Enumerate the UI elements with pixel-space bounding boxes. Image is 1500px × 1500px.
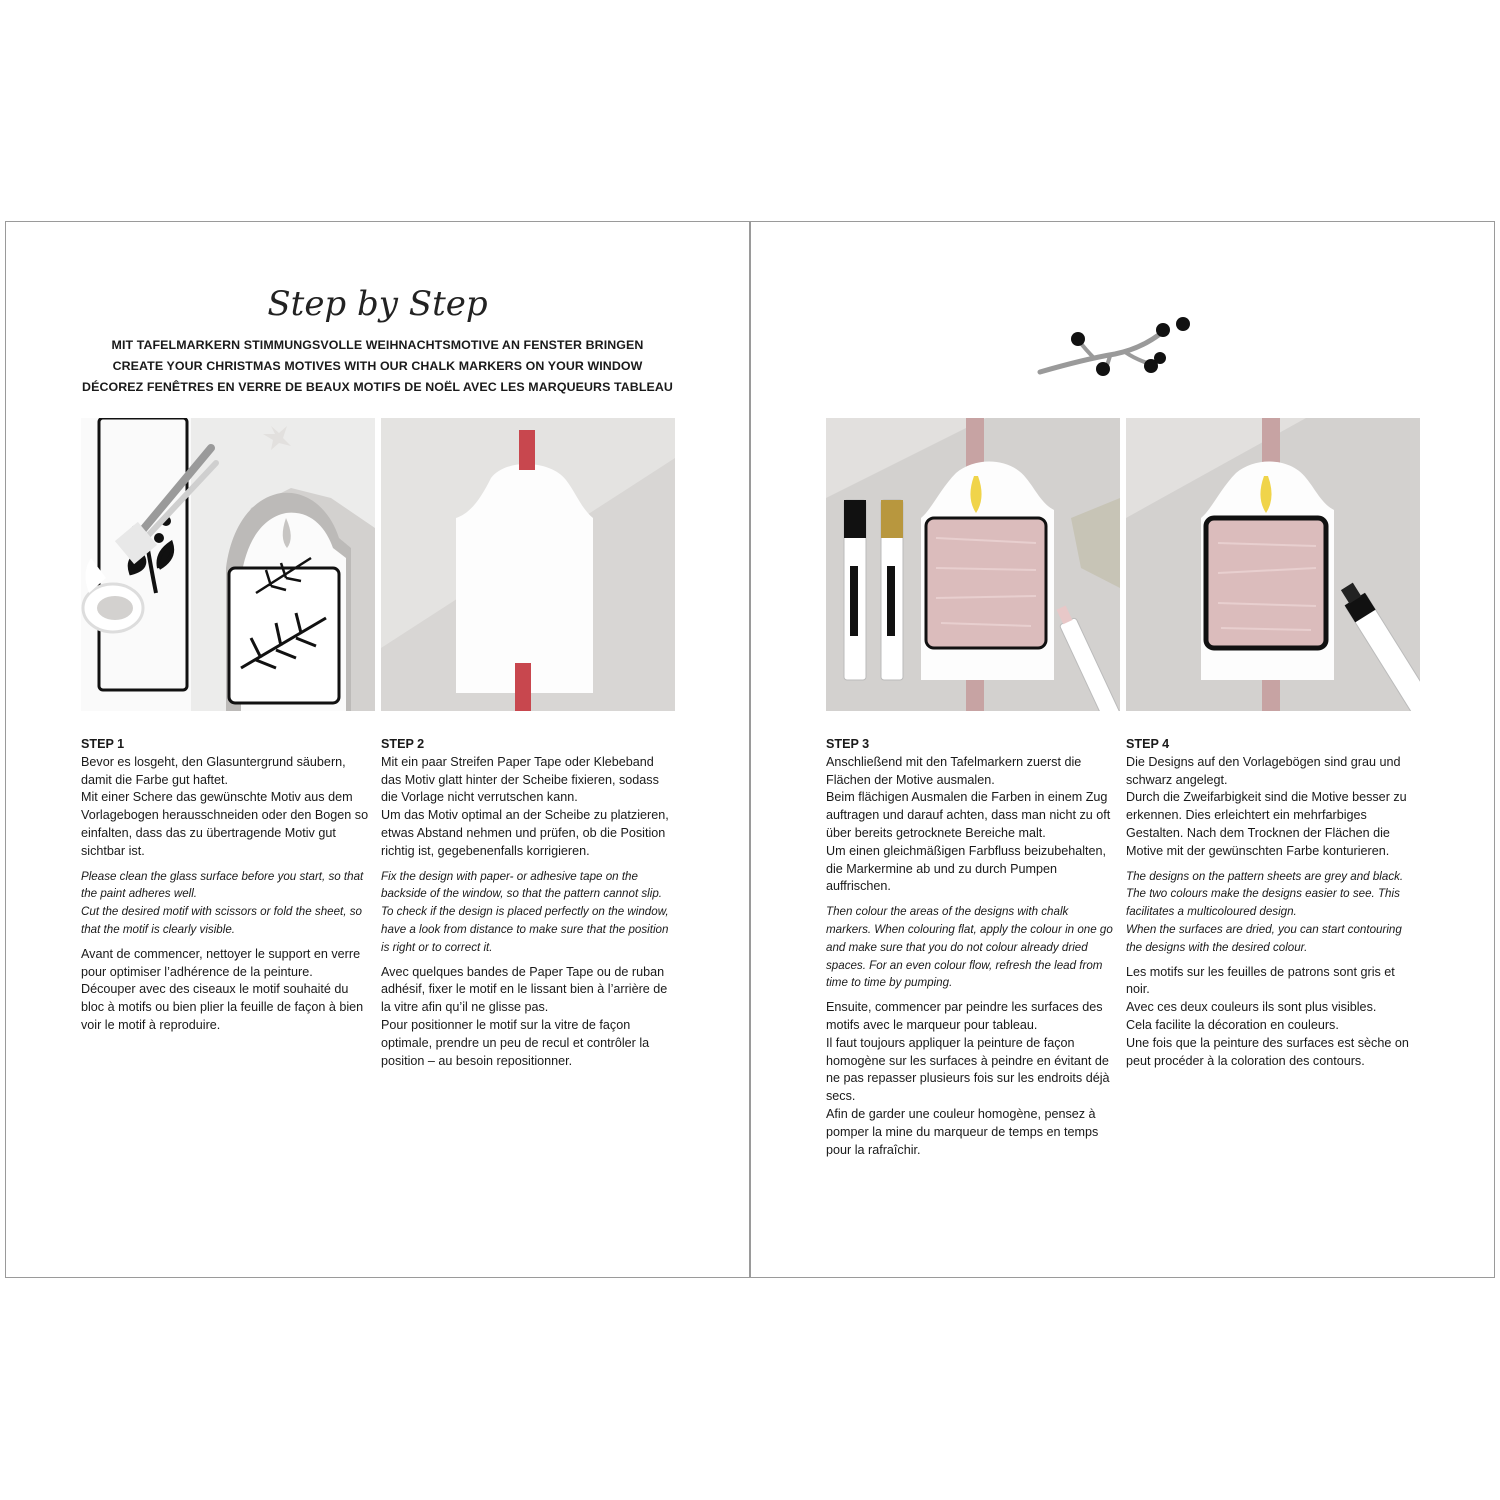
step1-text: [81, 736, 371, 1035]
subtitle-french: DÉCOREZ FENÊTRES EN VERRE DE BEAUX MOTIFS DE NOËL AVEC LES MARQUEURS TABLEAU: [82, 380, 673, 394]
step3-text: [826, 736, 1116, 1159]
step2-english: Fix the design with paper- or adhesive tape on the backside of the window, so that the pattern cannot slip. To check if the design is placed perfectly on the window, have a look from distance to make sure that the position is right or to correct it.: [381, 869, 669, 954]
page-title: Step by Step: [267, 284, 488, 324]
step3-german: Anschließend mit den Tafelmarkern zuerst die Flächen der Motive ausmalen. Beim flächigen Ausmalen die Farben in einem Zug auftragen und darauf achten, dass man nicht zu oft über bereits getrocknete Bereiche malt. Um einen gleichmäßigen Farbfluss beizubehalten, die Markermine ab und zu durch Pumpen auffrischen.: [826, 754, 1111, 894]
booklet-spread: [5, 221, 1495, 1278]
step1-heading: STEP 1: [81, 737, 125, 751]
step4-text: [1126, 736, 1416, 1070]
step4-french: Les motifs sur les feuilles de patrons sont gris et noir. Avec ces deux couleurs ils sont plus visibles. Cela facilite la décoration en couleurs. Une fois que la peinture des surfaces est sèche on peut procéder à la coloration des contours.: [1126, 964, 1409, 1068]
step2-french: Avec quelques bandes de Paper Tape ou de ruban adhésif, fixer le motif en le lissant bien à l’arrière de la vitre afin qu’il ne glisse pas. Pour positionner le motif sur la vitre de façon optimale, prendre un peu de recul et contrôler la position – au besoin repositionner.: [381, 964, 668, 1068]
step1-photo: [81, 418, 375, 711]
berry-branch-icon: [1035, 314, 1195, 379]
step1-english: Please clean the glass surface before you start, so that the paint adheres well. Cut the desired motif with scissors or fold the sheet, so that the motif is clearly visible.: [81, 869, 364, 936]
step2-text: [381, 736, 671, 1070]
step3-french: Ensuite, commencer par peindre les surfaces des motifs avec le marqueur pour tableau. Il faut toujours appliquer la peinture de façon homogène sur les surfaces à peindre en évitant de ne pas repasser plusieurs fois sur les endroits déjà secs. Afin de garder une couleur homogène, pensez à pomper la mine du marqueur de temps en temps pour la rafraîchir.: [826, 1000, 1110, 1157]
step4-english: The designs on the pattern sheets are grey and black. The two colours make the designs easier to see. This facilitates a multicoloured design. When the surfaces are dried, you can start contouring the designs with the desired colour.: [1126, 869, 1404, 954]
left-page: [5, 221, 750, 1278]
subtitle-german: MIT TAFELMARKERN STIMMUNGSVOLLE WEIHNACHTSMOTIVE AN FENSTER BRINGEN: [111, 338, 644, 352]
step2-photo: [381, 418, 675, 711]
step4-heading: STEP 4: [1126, 737, 1170, 751]
step3-heading: STEP 3: [826, 737, 870, 751]
step1-french: Avant de commencer, nettoyer le support en verre pour optimiser l’adhérence de la peinture. Découper avec des ciseaux le motif souhaité du bloc à motifs ou bien plier la feuille de façon à bien voir le motif à reproduire.: [81, 946, 364, 1032]
step2-german: Mit ein paar Streifen Paper Tape oder Klebeband das Motiv glatt hinter der Scheibe fixieren, sodass die Vorlage nicht verrutschen kann. Um das Motiv optimal an der Scheibe zu platzieren, etwas Abstand nehmen und prüfen, ob die Position richtig ist, gegebenenfalls korrigieren.: [381, 754, 669, 858]
subtitle-block: [6, 335, 749, 398]
step2-heading: STEP 2: [381, 737, 425, 751]
step1-german: Bevor es losgeht, den Glasuntergrund säubern, damit die Farbe gut haftet. Mit einer Schere das gewünschte Motiv aus dem Vorlagebogen herausschneiden oder den Bogen so einfalten, dass das zu übertragende Motiv gut sichtbar ist.: [81, 754, 369, 858]
step3-english: Then colour the areas of the designs with chalk markers. When colouring flat, apply the colour in one go and make sure that you do not colour already dried spaces. For an even colour flow, refresh the lead from time to time by pumping.: [826, 905, 1113, 990]
step3-photo: [826, 418, 1120, 711]
step4-photo: [1126, 418, 1420, 711]
step4-german: Die Designs auf den Vorlagebögen sind grau und schwarz angelegt. Durch die Zweifarbigkeit sind die Motive besser zu erkennen. Dies erleichtert ein mehrfarbiges Gestalten. Nach dem Trocknen der Flächen die Motive mit der gewünschten Farbe konturieren.: [1126, 754, 1407, 858]
right-page: [750, 221, 1495, 1278]
subtitle-english: CREATE YOUR CHRISTMAS MOTIVES WITH OUR CHALK MARKERS ON YOUR WINDOW: [112, 359, 643, 373]
